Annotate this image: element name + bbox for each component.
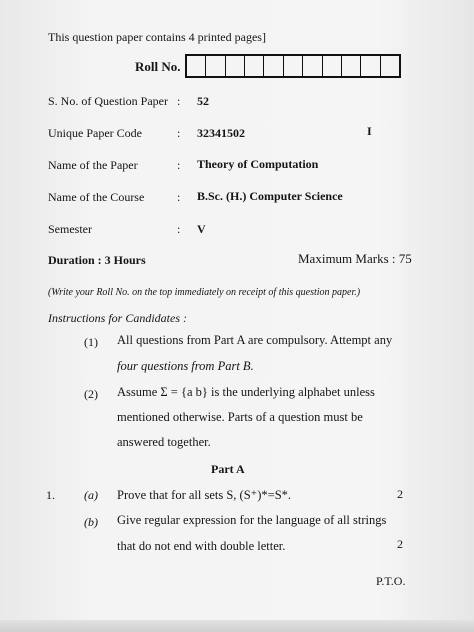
info-label-paper-code: Unique Paper Code (48, 126, 142, 140)
roll-box[interactable] (206, 56, 225, 76)
roll-box[interactable] (342, 56, 361, 76)
info-sep: : (177, 126, 181, 140)
info-label-semester: Semester (48, 222, 92, 236)
roll-no-label: Roll No. (135, 59, 181, 74)
instruction-text-line: All questions from Part A are compulsory. Attempt any (117, 333, 393, 347)
question-number: 1. (46, 488, 55, 502)
info-sep: : (177, 190, 181, 204)
roll-number-boxes[interactable] (185, 54, 401, 78)
info-sep: : (177, 222, 181, 236)
info-value-paper-code: 32341502 (197, 126, 245, 140)
duration-text: Duration : 3 Hours (48, 253, 146, 267)
instruction-text-line: Assume Σ = {a b} is the underlying alphabet unless (117, 385, 375, 399)
roll-number-note: (Write your Roll No. on the top immediately on receipt of this question paper.) (48, 287, 361, 298)
pto-footer: P.T.O. (376, 574, 406, 588)
info-sep: : (177, 94, 181, 108)
question-sub-label: (a) (84, 488, 98, 502)
page-bottom-edge (0, 620, 474, 632)
instruction-text-line: mentioned otherwise. Parts of a question must be (117, 410, 363, 424)
roll-box[interactable] (226, 56, 245, 76)
info-sep: : (177, 158, 181, 172)
info-value-serial: 52 (197, 94, 209, 108)
info-label-serial: S. No. of Question Paper (48, 94, 168, 108)
info-label-paper-name: Name of the Paper (48, 158, 138, 172)
part-a-heading: Part A (211, 462, 245, 476)
roll-box[interactable] (381, 56, 399, 76)
roll-box[interactable] (245, 56, 264, 76)
question-text-line: that do not end with double letter. (117, 539, 286, 553)
info-extra-mark: I (367, 124, 372, 138)
question-text: Prove that for all sets S, (S⁺)*=S*. (117, 488, 292, 502)
info-label-course: Name of the Course (48, 190, 145, 204)
pages-count-text: This question paper contains 4 printed pages] (48, 30, 266, 44)
roll-box[interactable] (303, 56, 322, 76)
instruction-text-line: answered together. (117, 435, 211, 449)
instructions-heading: Instructions for Candidates : (48, 311, 188, 325)
instruction-number: (1) (84, 335, 98, 349)
question-sub-label: (b) (84, 515, 98, 529)
roll-box[interactable] (264, 56, 283, 76)
roll-box[interactable] (361, 56, 380, 76)
roll-box[interactable] (284, 56, 303, 76)
info-value-course: B.Sc. (H.) Computer Science (197, 189, 343, 203)
info-value-paper-name: Theory of Computation (197, 157, 319, 171)
question-text-line: Give regular expression for the language of all strings (117, 513, 387, 527)
instruction-text-line: four questions from Part B. (117, 359, 254, 373)
info-value-semester: V (197, 222, 206, 236)
roll-box[interactable] (323, 56, 342, 76)
instruction-number: (2) (84, 387, 98, 401)
question-marks: 2 (397, 537, 403, 551)
max-marks-text: Maximum Marks : 75 (298, 251, 412, 266)
question-marks: 2 (397, 487, 403, 501)
roll-box[interactable] (187, 56, 206, 76)
